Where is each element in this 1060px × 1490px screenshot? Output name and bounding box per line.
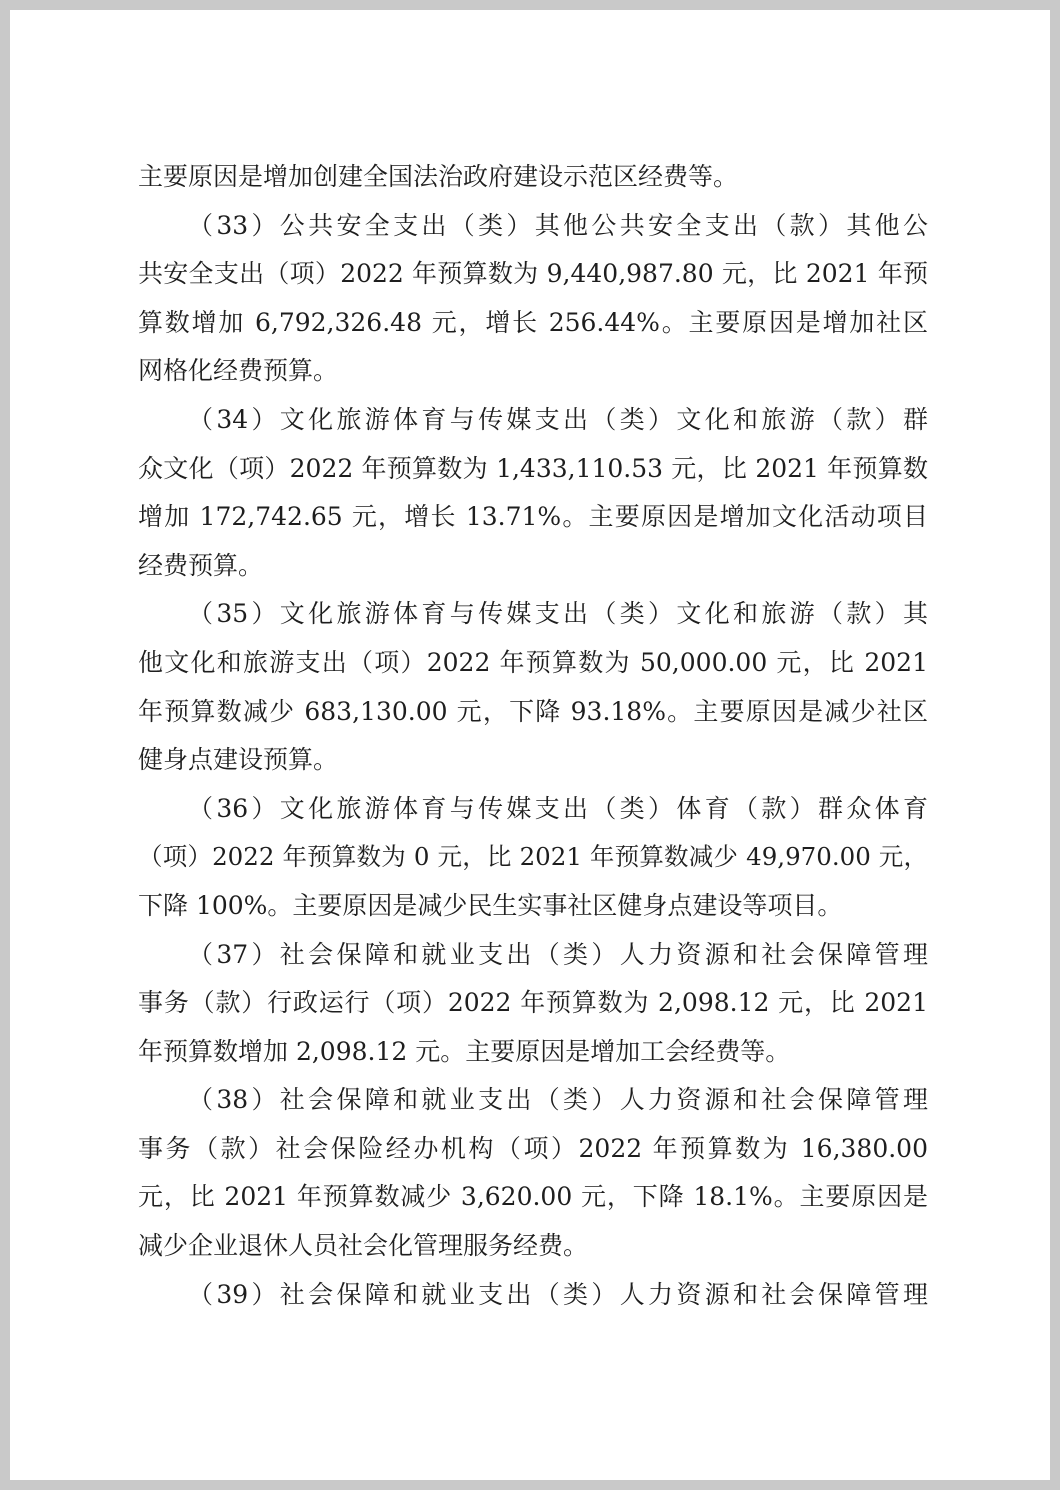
text-line: 元，比 2021 年预算数减少 3,620.00 元，下降 18.1%。主要原因是 [138, 1182, 928, 1212]
text-line: 事务（款）行政运行（项）2022 年预算数为 2,098.12 元，比 2021 [138, 988, 928, 1018]
text-line: 下降 100%。主要原因是减少民生实事社区健身点建设等项目。 [138, 890, 843, 920]
text-line: 减少企业退休人员社会化管理服务经费。 [138, 1231, 589, 1261]
text-line: 经费预算。 [138, 550, 264, 580]
text-line: （38）社会保障和就业支出（类）人力资源和社会保障管理 [188, 1085, 928, 1115]
text-line: 网格化经费预算。 [138, 356, 339, 386]
text-line: （39）社会保障和就业支出（类）人力资源和社会保障管理 [188, 1279, 928, 1309]
text-line: 健身点建设预算。 [138, 745, 339, 775]
text-line: （项）2022 年预算数为 0 元，比 2021 年预算数减少 49,970.00 元， [138, 842, 928, 872]
text-line: 主要原因是增加创建全国法治政府建设示范区经费等。 [138, 162, 739, 191]
text-line: 众文化（项）2022 年预算数为 1,433,110.53 元，比 2021 年预算数 [138, 453, 928, 483]
text-line: 年预算数增加 2,098.12 元。主要原因是增加工会经费等。 [138, 1036, 791, 1066]
text-line: （36）文化旅游体育与传媒支出（类）体育（款）群众体育 [188, 793, 928, 823]
text-line: 共安全支出（项）2022 年预算数为 9,440,987.80 元，比 2021 年预 [138, 259, 928, 289]
text-line: 增加 172,742.65 元，增长 13.71%。主要原因是增加文化活动项目 [138, 502, 928, 532]
document-page [10, 10, 1050, 1480]
text-line: 年预算数减少 683,130.00 元，下降 93.18%。主要原因是减少社区 [138, 696, 928, 726]
text-line: （34）文化旅游体育与传媒支出（类）文化和旅游（款）群 [188, 404, 928, 434]
text-line: 他文化和旅游支出（项）2022 年预算数为 50,000.00 元，比 2021 [138, 647, 928, 677]
text-line: （37）社会保障和就业支出（类）人力资源和社会保障管理 [188, 939, 928, 969]
text-line: 事务（款）社会保险经办机构（项）2022 年预算数为 16,380.00 [138, 1133, 928, 1163]
text-line: （35）文化旅游体育与传媒支出（类）文化和旅游（款）其 [188, 599, 928, 629]
text-line: （33）公共安全支出（类）其他公共安全支出（款）其他公 [188, 210, 928, 240]
text-line: 算数增加 6,792,326.48 元，增长 256.44%。主要原因是增加社区 [138, 307, 928, 337]
body-text [138, 153, 928, 1319]
